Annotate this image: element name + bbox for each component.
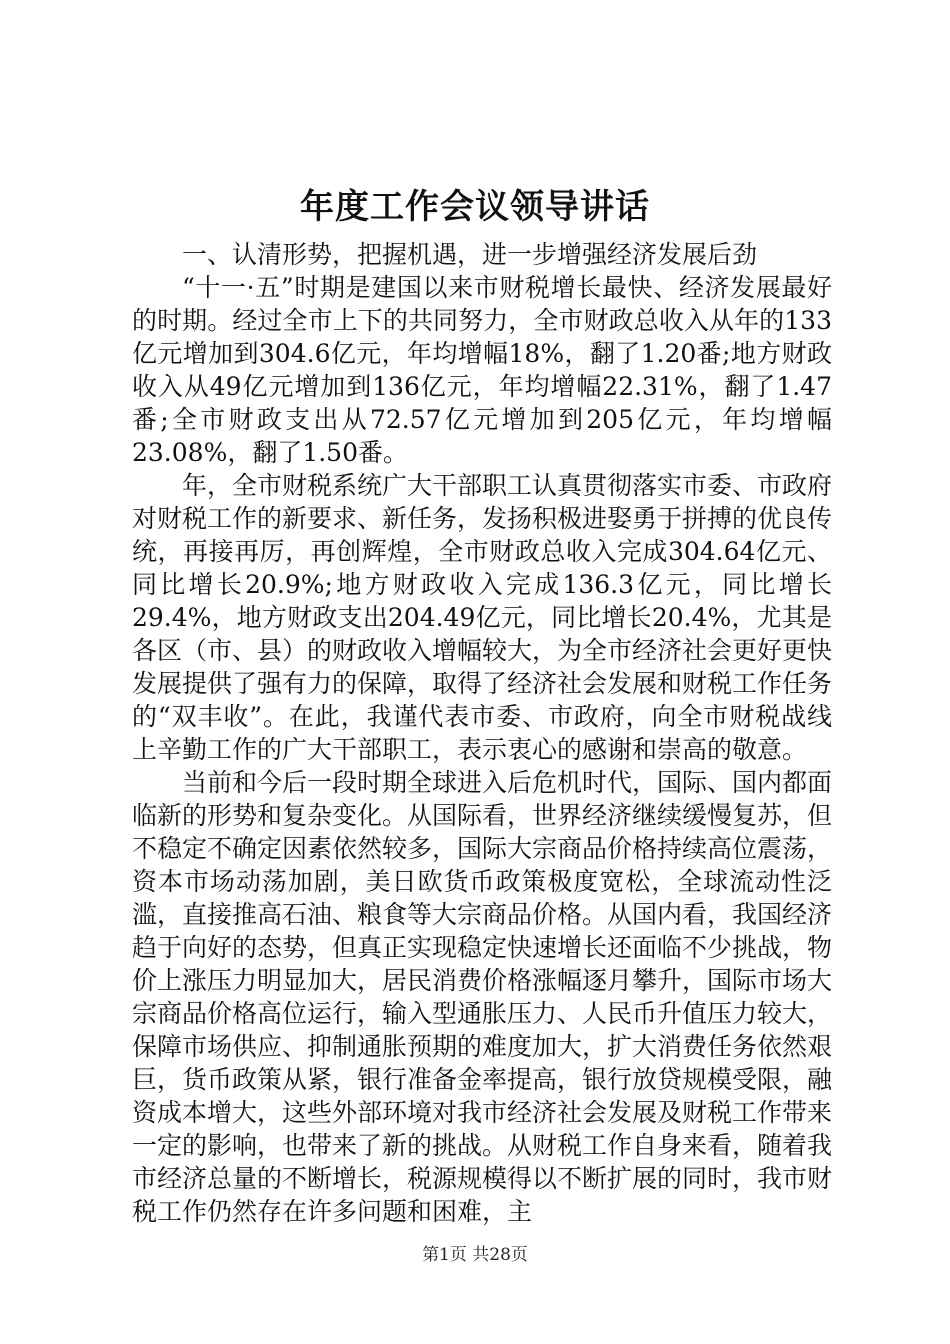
document-title: 年度工作会议领导讲话	[300, 187, 650, 227]
paragraph: 当前和今后一段时期全球进入后危机时代，国际、国内都面临新的形势和复杂变化。从国际看，世界经济继续缓慢复苏，但不稳定不确定因素依然较多，国际大宗商品价格持续高位震荡，资本市场动荡加剧，美日欧货币政策极度宽松，全球流动性泛滥，直接推高石油、粮食等大宗商品价格。从国内看，我国经济趋于向好的态势，但真正实现稳定快速增长还面临不少挑战，物价上涨压力明显加大，居民消费价格涨幅逐月攀升，国际市场大宗商品价格高位运行，输入型通胀压力、人民币升值压力较大，保障市场供应、抑制通胀预期的难度加大，扩大消费任务依然艰巨，货币政策从紧，银行准备金率提高，银行放贷规模受限，融资成本增大，这些外部环境对我市经济社会发展及财税工作带来一定的影响，也带来了新的挑战。从财税工作自身来看，随着我市经济总量的不断增长，税源规模得以不断扩展的同时，我市财税工作仍然存在许多问题和困难，主	[132, 768, 833, 1226]
paragraph: 年，全市财税系统广大干部职工认真贯彻落实市委、市政府对财税工作的新要求、新任务，发扬积极进娶勇于拼搏的优良传统，再接再厉，再创辉煌，全市财政总收入完成304.64亿元、同比增长20.9%;地方财政收入完成136.3亿元，同比增长29.4%，地方财政支出204.49亿元，同比增长20.4%，尤其是各区（市、县）的财政收入增幅较大，为全市经济社会更好更快发展提供了强有力的保障，取得了经济社会发展和财税工作任务的“双丰收”。在此，我谨代表市委、市政府，向全市财税战线上辛勤工作的广大干部职工，表示衷心的感谢和崇高的敬意。	[132, 471, 833, 764]
paragraph: “十一·五”时期是建国以来市财税增长最快、经济发展最好的时期。经过全市上下的共同努力，全市财政总收入从年的133亿元增加到304.6亿元，年均增幅18%，翻了1.20番;地方财政收入从49亿元增加到136亿元，年均增幅22.31%，翻了1.47番;全市财政支出从72.57亿元增加到205亿元，年均增幅23.08%，翻了1.50番。	[132, 273, 832, 467]
section-heading: 一、认清形势，把握机遇，进一步增强经济发展后劲	[182, 240, 758, 269]
page-indicator: 第1页 共28页	[422, 1245, 528, 1265]
document-body	[132, 238, 832, 1228]
